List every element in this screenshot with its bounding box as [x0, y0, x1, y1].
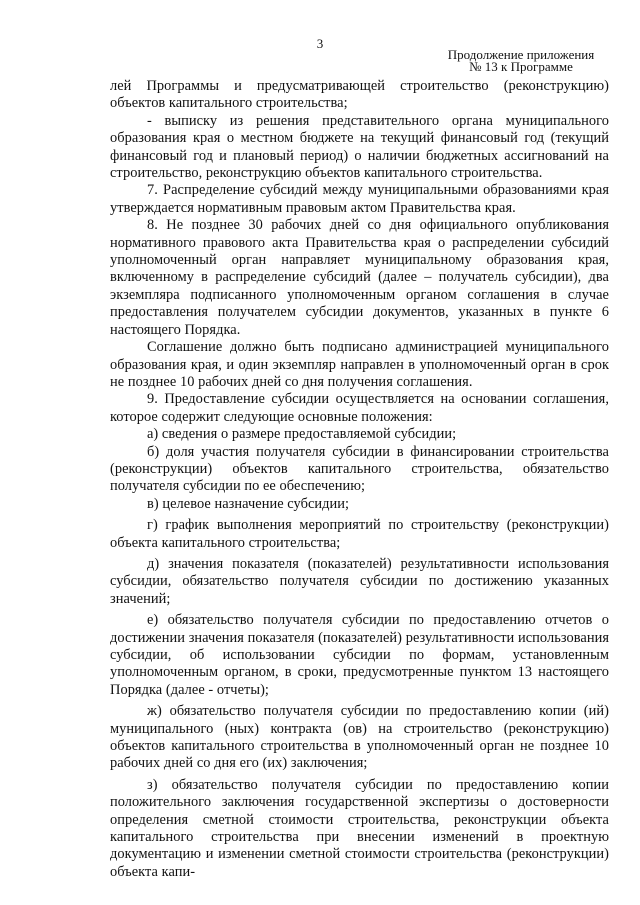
paragraph-item-8: 8. Не позднее 30 рабочих дней со дня официального опубликования нормативного правового акта Правительства края о распределении субсидий уполномоченный орган направляет муниципальному образования края, включенному в распределение субсидий (далее – получатель субсидии), два экземпляра подписанного уполномоченным органом соглашения в случае предоставления получателем субсидии документов, указанных в пункте 6 настоящего Порядка. [110, 217, 609, 338]
list-item-d: д) значения показателя (показателей) результативности использования субсидии, обязательство получателя субсидии по достижению указанных значений; [110, 555, 609, 607]
paragraph-item-7: 7. Распределение субсидий между муниципальными образованиями края утверждается нормативным правовым актом Правительства края. [110, 182, 609, 216]
body-text [110, 78, 609, 881]
list-item-g: г) график выполнения мероприятий по строительству (реконструкции) объекта капитального строительства; [110, 517, 609, 551]
appendix-note-line-2: № 13 к Программе [469, 59, 573, 74]
appendix-note-line-1: Продолжение приложения [447, 47, 595, 62]
list-item-z: з) обязательство получателя субсидии по предоставлению копии положительного заключения государственной экспертизы о достоверности определения сметной стоимости строительства, реконструкции объекта капитального строительства при внесении изменений в проектную документацию и изменении сметной стоимости строительства (реконструкции) объекта капи- [110, 776, 609, 880]
paragraph-budget-extract: - выписку из решения представительного органа муниципального образования края о местном бюджете на текущий финансовый год (текущий финансовый год и плановый период) о наличии бюджетных ассигнований на строительство, реконструкцию объектов капитального строительства. [110, 112, 609, 182]
list-item-zh: ж) обязательство получателя субсидии по предоставлению копии (ий) муниципального (ных) контракта (ов) на строительство (реконструкцию) объектов капитального строительства в уполномоченный орган не позднее 10 рабочих дней со дня его (их) заключения; [110, 703, 609, 772]
paragraph-continuation: лей Программы и предусматривающей строительство (реконструкцию) объектов капитального строительства; [110, 78, 609, 112]
list-item-a: а) сведения о размере предоставляемой субсидии; [147, 426, 457, 443]
page-number: 3 [316, 36, 324, 51]
list-item-v: в) целевое назначение субсидии; [147, 495, 350, 512]
list-item-b: б) доля участия получателя субсидии в финансировании строительства (реконструкции) объектов капитального строительства, обязательство получателя субсидии по ее обеспечению; [110, 443, 609, 495]
list-item-e: е) обязательство получателя субсидии по предоставлению отчетов о достижении значения показателя (показателей) результативности использования субсидии, об использовании субсидии по формам, установленным уполномоченным органом, в сроки, предусмотренные пунктом 13 настоящего Порядка (далее - отчеты); [110, 612, 609, 698]
appendix-note [436, 49, 606, 73]
paragraph-item-9: 9. Предоставление субсидии осуществляется на основании соглашения, которое содержит следующие основные положения: [110, 391, 609, 425]
paragraph-agreement-signing: Соглашение должно быть подписано администрацией муниципального образования края, и один экземпляр направлен в уполномоченный орган в срок не позднее 10 рабочих дней со дня получения соглашения. [110, 339, 609, 390]
